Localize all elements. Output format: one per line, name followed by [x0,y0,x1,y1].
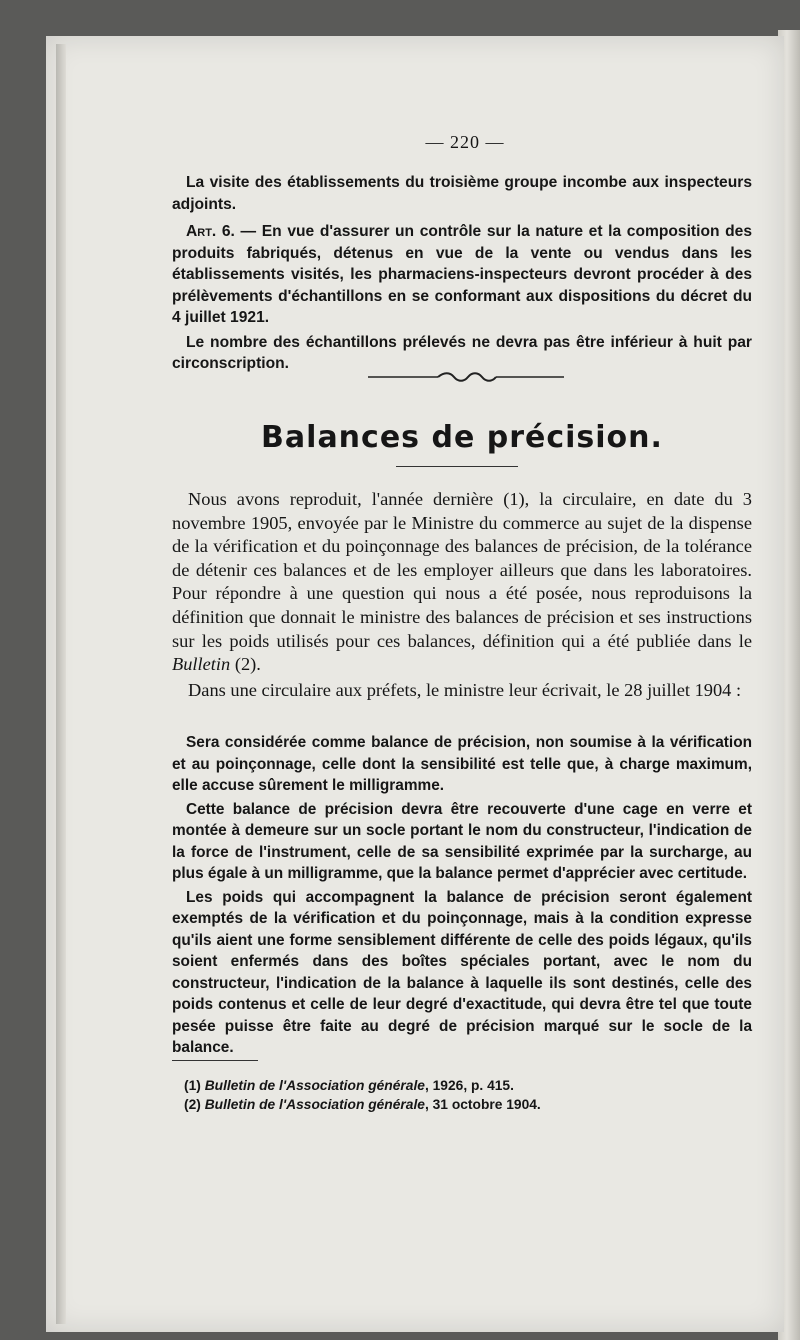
body-section [172,488,752,702]
ornament-divider [368,371,564,383]
quote-paragraph-1: Sera considérée comme balance de précision, non soumise à la vérification et au poinçonnage, celle dont la sensibilité est telle que, à charge maximum, elle accuse sûrement le milligramme. [172,734,752,794]
footnote-2: (2) Bulletin de l'Association générale, 31 octobre 1904. [184,1097,541,1112]
intro-paragraph-3: Le nombre des échantillons prélevés ne devra pas être inférieur à huit par circonscription. [172,333,752,372]
section-title: Balances de précision. [261,420,663,455]
body-paragraph-2: Dans une circulaire aux préfets, le ministre leur écrivait, le 28 juillet 1904 : [188,679,742,700]
footnotes [172,1076,752,1114]
article-6-paragraph: Art. 6. — En vue d'assurer un contrôle sur la nature et la composition des produits fabriqués, détenus en vue de la vente ou vendus dans les établissements visités, les pharmaciens-inspecteurs devront procéder à des prélèvements d'échantillons en se conformant aux dispositions du décret du 4 juillet 1921. [172,223,752,326]
page-gutter [56,44,66,1324]
quote-paragraph-3: Les poids qui accompagnent la balance de précision seront également exemptés de la vérification et du poinçonnage, mais à la condition expresse qu'ils aient une forme sensiblement différente de celle des poids légaux, qu'ils soient enfermés dans des boîtes spéciales portant, avec le nom du constructeur, l'indication de la balance à laquelle ils sont destinés, celle des poids contenus et celle de leur degré d'exactitude, qui devra être tel que toute pesée puisse être faite au degré de précision marqué sur le socle de la balance. [172,888,752,1056]
quoted-circular [172,732,752,1059]
footnote-1: (1) Bulletin de l'Association générale, 1926, p. 415. [184,1078,514,1093]
intro-paragraph-1: La visite des établissements du troisième groupe incombe aux inspecteurs adjoints. [172,174,752,213]
intro-section [172,172,752,375]
footnote-rule [172,1060,258,1061]
body-paragraph-1: Nous avons reproduit, l'année dernière (1), la circulaire, en date du 3 novembre 1905, envoyée par le Ministre du commerce au sujet de la dispense de la vérification et du poinçonnage des balances de précision, de la tolérance de détenir ces balances et de les employer ailleurs que dans les laboratoires. Pour répondre à une question qui nous a été posée, nous reproduisons la définition que donnait le ministre des balances de précision et ses instructions sur les poids utilisés pour ces balances, définition qui a été publiée dans le Bulletin (2). [172,489,752,675]
article-label: Art. 6. [186,223,235,240]
title-underline [396,466,518,467]
page-number: — 220 — [425,132,505,152]
quote-paragraph-2: Cette balance de précision devra être recouverte d'une cage en verre et montée à demeure sur un socle portant le nom du constructeur, l'indication de la force de l'instrument, celle de sa sensibilité exprimée par la surcharge, au plus égale à un milligramme, que la balance permet d'apprécier avec certitude. [172,800,752,882]
